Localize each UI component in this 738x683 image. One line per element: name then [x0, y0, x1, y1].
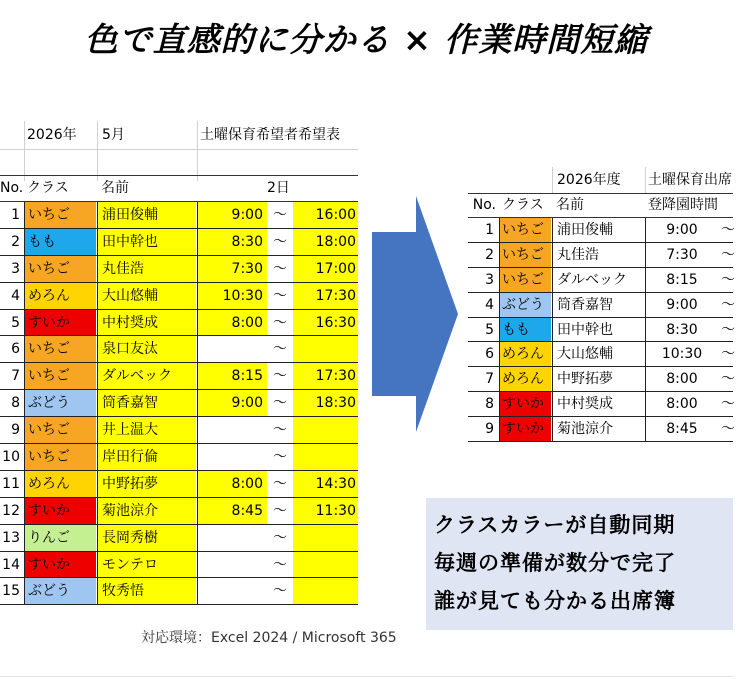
name-cell[interactable]: 中野拓夢 — [552, 367, 644, 391]
name-cell[interactable]: 田中幹也 — [97, 229, 196, 255]
row-number[interactable]: 8 — [485, 396, 494, 413]
tilde-cell: ～ — [273, 368, 287, 385]
tilde-cell: ～ — [273, 502, 287, 519]
name-cell[interactable]: 大山悠輔 — [552, 342, 644, 366]
name-cell[interactable]: 浦田俊輔 — [552, 218, 644, 242]
end-time-cell[interactable] — [293, 444, 358, 470]
tilde-cell: ～ — [721, 296, 735, 313]
class-cell[interactable]: いちご — [24, 363, 96, 389]
row-number[interactable]: 11 — [2, 475, 20, 492]
start-time-cell[interactable]: 8:00 — [197, 310, 267, 336]
start-time-cell[interactable]: 8:00 — [197, 471, 267, 497]
class-cell[interactable]: もも — [499, 318, 551, 342]
end-time-cell[interactable] — [293, 552, 358, 578]
tilde-cell: ～ — [273, 287, 287, 304]
tilde-cell: ～ — [721, 396, 735, 413]
environment-note: 対応環境：Excel 2024 / Microsoft 365 — [141, 630, 397, 646]
table-row — [0, 229, 358, 256]
arrival-time-cell[interactable]: 8:00 — [645, 367, 718, 391]
row-number[interactable]: 9 — [485, 421, 494, 438]
name-cell[interactable]: 丸佳浩 — [552, 243, 644, 267]
class-cell[interactable]: ぶどう — [24, 390, 96, 416]
tilde-cell: ～ — [721, 222, 735, 238]
class-cell[interactable]: めろん — [24, 471, 96, 497]
grid-line — [197, 121, 198, 181]
class-cell[interactable]: いちご — [24, 417, 96, 443]
name-cell[interactable]: 浦田俊輔 — [97, 202, 196, 228]
start-time-cell[interactable]: 8:15 — [197, 363, 267, 389]
headline: 色で直感的に分かる × 作業時間短縮 — [84, 20, 649, 59]
row-number[interactable]: 1 — [485, 222, 494, 238]
right-table-body — [468, 218, 733, 442]
tilde-cell: ～ — [721, 421, 735, 438]
row-number[interactable]: 9 — [11, 422, 20, 439]
name-cell[interactable]: 中野拓夢 — [97, 471, 196, 497]
row-number[interactable]: 5 — [11, 314, 20, 331]
header-row — [468, 193, 733, 218]
table-row — [468, 367, 733, 392]
end-time-cell[interactable]: 18:30 — [293, 390, 358, 416]
row-number[interactable]: 12 — [2, 502, 20, 519]
start-time-cell[interactable]: 8:45 — [197, 498, 267, 524]
start-time-cell[interactable] — [197, 336, 267, 362]
table-row — [0, 444, 358, 471]
end-time-cell[interactable] — [293, 417, 358, 443]
tilde-cell: ～ — [273, 260, 287, 277]
tilde-cell: ～ — [273, 529, 287, 546]
arrival-time-cell[interactable]: 7:30 — [645, 243, 718, 267]
class-cell[interactable]: ぶどう — [499, 293, 551, 317]
tilde-cell: ～ — [273, 233, 287, 250]
end-time-cell[interactable] — [293, 578, 358, 604]
table-row — [468, 392, 733, 417]
grid-line — [97, 121, 98, 181]
sheet-year[interactable]: 2026年度 — [557, 172, 621, 188]
name-cell[interactable]: ダルベック — [97, 363, 196, 389]
sheet-month[interactable]: 5月 — [102, 127, 125, 143]
class-cell[interactable]: すいか — [499, 417, 551, 441]
grid-line — [645, 167, 646, 193]
table-row — [0, 283, 358, 310]
row-number[interactable]: 14 — [2, 556, 20, 573]
header-no[interactable]: No. — [0, 180, 24, 196]
name-cell[interactable]: 筒香嘉智 — [97, 390, 196, 416]
header-row — [0, 175, 358, 202]
class-cell[interactable]: いちご — [24, 336, 96, 362]
name-cell[interactable]: 長岡秀樹 — [97, 525, 196, 551]
table-row — [468, 218, 733, 243]
start-time-cell[interactable]: 8:30 — [197, 229, 267, 255]
table-row — [468, 268, 733, 293]
end-time-cell[interactable]: 17:00 — [293, 256, 358, 282]
end-time-cell[interactable]: 17:30 — [293, 283, 358, 309]
class-cell[interactable]: もも — [24, 229, 96, 255]
row-number[interactable]: 1 — [11, 207, 20, 223]
header-class[interactable]: クラス — [27, 180, 69, 196]
table-row — [468, 318, 733, 343]
name-cell[interactable]: 田中幹也 — [552, 318, 644, 342]
table-row — [0, 256, 358, 283]
tilde-cell: ～ — [273, 583, 287, 600]
table-row — [0, 578, 358, 605]
row-number[interactable]: 3 — [485, 271, 494, 288]
arrival-time-cell[interactable]: 10:30 — [645, 342, 718, 366]
tilde-cell: ～ — [721, 321, 735, 338]
name-cell[interactable]: 筒香嘉智 — [552, 293, 644, 317]
class-cell[interactable]: すいか — [24, 310, 96, 336]
header-name[interactable]: 名前 — [556, 197, 584, 213]
table-row — [0, 417, 358, 444]
grid-line — [552, 167, 553, 193]
tilde-cell: ～ — [273, 341, 287, 358]
class-cell[interactable]: いちご — [24, 256, 96, 282]
name-cell[interactable]: 中村奨成 — [97, 310, 196, 336]
header-no[interactable]: No. — [472, 197, 496, 213]
sheet-title[interactable]: 土曜保育希望者希望表 — [200, 127, 340, 143]
row-number[interactable]: 15 — [2, 583, 20, 600]
name-cell[interactable]: 菊池涼介 — [552, 417, 644, 441]
feature-box — [426, 498, 733, 630]
start-time-cell[interactable] — [197, 552, 267, 578]
tilde-cell: ～ — [721, 346, 735, 363]
table-row — [0, 202, 358, 229]
class-cell[interactable]: めろん — [499, 342, 551, 366]
start-time-cell[interactable] — [197, 444, 267, 470]
start-time-cell[interactable] — [197, 417, 267, 443]
arrival-time-cell[interactable]: 8:30 — [645, 318, 718, 342]
tilde-cell: ～ — [273, 395, 287, 412]
tilde-cell: ～ — [273, 314, 287, 331]
feature-item: 誰が見ても分かる出席簿 — [434, 589, 676, 613]
divider — [0, 676, 733, 677]
row-number[interactable]: 8 — [11, 395, 20, 412]
class-cell[interactable]: いちご — [499, 243, 551, 267]
feature-item: 毎週の準備が数分で完了 — [434, 551, 676, 575]
table-row — [468, 342, 733, 367]
tilde-cell: ～ — [273, 556, 287, 573]
table-row — [468, 243, 733, 268]
end-time-cell[interactable] — [293, 336, 358, 362]
class-cell[interactable]: すいか — [24, 552, 96, 578]
row-number[interactable]: 4 — [11, 287, 20, 304]
row-number[interactable]: 6 — [485, 346, 494, 363]
name-cell[interactable]: 中村奨成 — [552, 392, 644, 416]
table-row — [468, 293, 733, 318]
class-cell[interactable]: いちご — [499, 268, 551, 292]
table-row — [0, 390, 358, 417]
name-cell[interactable]: 牧秀悟 — [97, 578, 196, 604]
table-row — [468, 417, 733, 442]
grid-line — [24, 121, 25, 181]
header-class[interactable]: クラス — [502, 197, 544, 213]
end-time-cell[interactable]: 16:00 — [293, 202, 358, 228]
table-row — [0, 363, 358, 390]
row-number[interactable]: 7 — [11, 368, 20, 385]
row-number[interactable]: 4 — [485, 296, 494, 313]
row-number[interactable]: 6 — [11, 341, 20, 358]
row-number[interactable]: 2 — [11, 233, 20, 250]
table-row — [0, 525, 358, 552]
end-time-cell[interactable]: 17:30 — [293, 363, 358, 389]
end-time-cell[interactable]: 16:30 — [293, 310, 358, 336]
arrival-time-cell[interactable]: 8:00 — [645, 392, 718, 416]
start-time-cell[interactable]: 7:30 — [197, 256, 267, 282]
table-row — [0, 336, 358, 363]
start-time-cell[interactable] — [197, 578, 267, 604]
name-cell[interactable]: ダルベック — [552, 268, 644, 292]
tilde-cell: ～ — [273, 449, 287, 466]
name-cell[interactable]: 丸佳浩 — [97, 256, 196, 282]
arrow-shape — [372, 196, 458, 432]
table-row — [0, 471, 358, 498]
tilde-cell: ～ — [273, 422, 287, 439]
row-number[interactable]: 7 — [485, 371, 494, 388]
arrival-time-cell[interactable]: 8:15 — [645, 268, 718, 292]
tilde-cell: ～ — [273, 207, 287, 223]
end-time-cell[interactable]: 11:30 — [293, 498, 358, 524]
end-time-cell[interactable]: 14:30 — [293, 471, 358, 497]
tilde-cell: ～ — [721, 246, 735, 263]
class-cell[interactable]: すいか — [24, 498, 96, 524]
class-cell[interactable]: めろん — [499, 367, 551, 391]
left-spreadsheet — [0, 121, 358, 600]
class-cell[interactable]: いちご — [499, 218, 551, 242]
row-number[interactable]: 5 — [485, 321, 494, 338]
table-row — [0, 498, 358, 525]
class-cell[interactable]: りんご — [24, 525, 96, 551]
row-number[interactable]: 2 — [485, 246, 494, 263]
class-cell[interactable]: めろん — [24, 283, 96, 309]
start-time-cell[interactable]: 10:30 — [197, 283, 267, 309]
arrival-time-cell[interactable]: 8:45 — [645, 417, 718, 441]
header-day[interactable]: 2日 — [267, 180, 290, 196]
table-row — [0, 310, 358, 337]
tilde-cell: ～ — [273, 475, 287, 492]
name-cell[interactable]: 井上温大 — [97, 417, 196, 443]
name-cell[interactable]: 大山悠輔 — [97, 283, 196, 309]
name-cell[interactable]: 岸田行倫 — [97, 444, 196, 470]
start-time-cell[interactable]: 9:00 — [197, 390, 267, 416]
class-cell[interactable]: いちご — [24, 444, 96, 470]
start-time-cell[interactable] — [197, 525, 267, 551]
header-name[interactable]: 名前 — [101, 180, 129, 196]
feature-item: クラスカラーが自動同期 — [434, 513, 676, 537]
sheet-year[interactable]: 2026年 — [27, 127, 77, 143]
arrival-time-cell[interactable]: 9:00 — [645, 218, 718, 242]
right-spreadsheet — [468, 167, 733, 439]
table-row — [0, 552, 358, 579]
name-cell[interactable]: 菊池涼介 — [97, 498, 196, 524]
arrival-time-cell[interactable]: 9:00 — [645, 293, 718, 317]
end-time-cell[interactable] — [293, 525, 358, 551]
tilde-cell: ～ — [721, 271, 735, 288]
sheet-title[interactable]: 土曜保育出席 — [648, 172, 732, 188]
class-cell[interactable]: すいか — [499, 392, 551, 416]
tilde-cell: ～ — [721, 371, 735, 388]
header-time[interactable]: 登降園時間 — [648, 197, 718, 213]
class-cell[interactable]: ぶどう — [24, 578, 96, 604]
name-cell[interactable]: モンテロ — [97, 552, 196, 578]
left-table-body — [0, 202, 358, 605]
name-cell[interactable]: 泉口友汰 — [97, 336, 196, 362]
row-number[interactable]: 10 — [2, 449, 20, 466]
start-time-cell[interactable]: 9:00 — [197, 202, 267, 228]
end-time-cell[interactable]: 18:00 — [293, 229, 358, 255]
row-number[interactable]: 3 — [11, 260, 20, 277]
row-number[interactable]: 13 — [2, 529, 20, 546]
right-arrow-icon — [372, 196, 460, 432]
class-cell[interactable]: いちご — [24, 202, 96, 228]
grid-line — [0, 149, 358, 150]
